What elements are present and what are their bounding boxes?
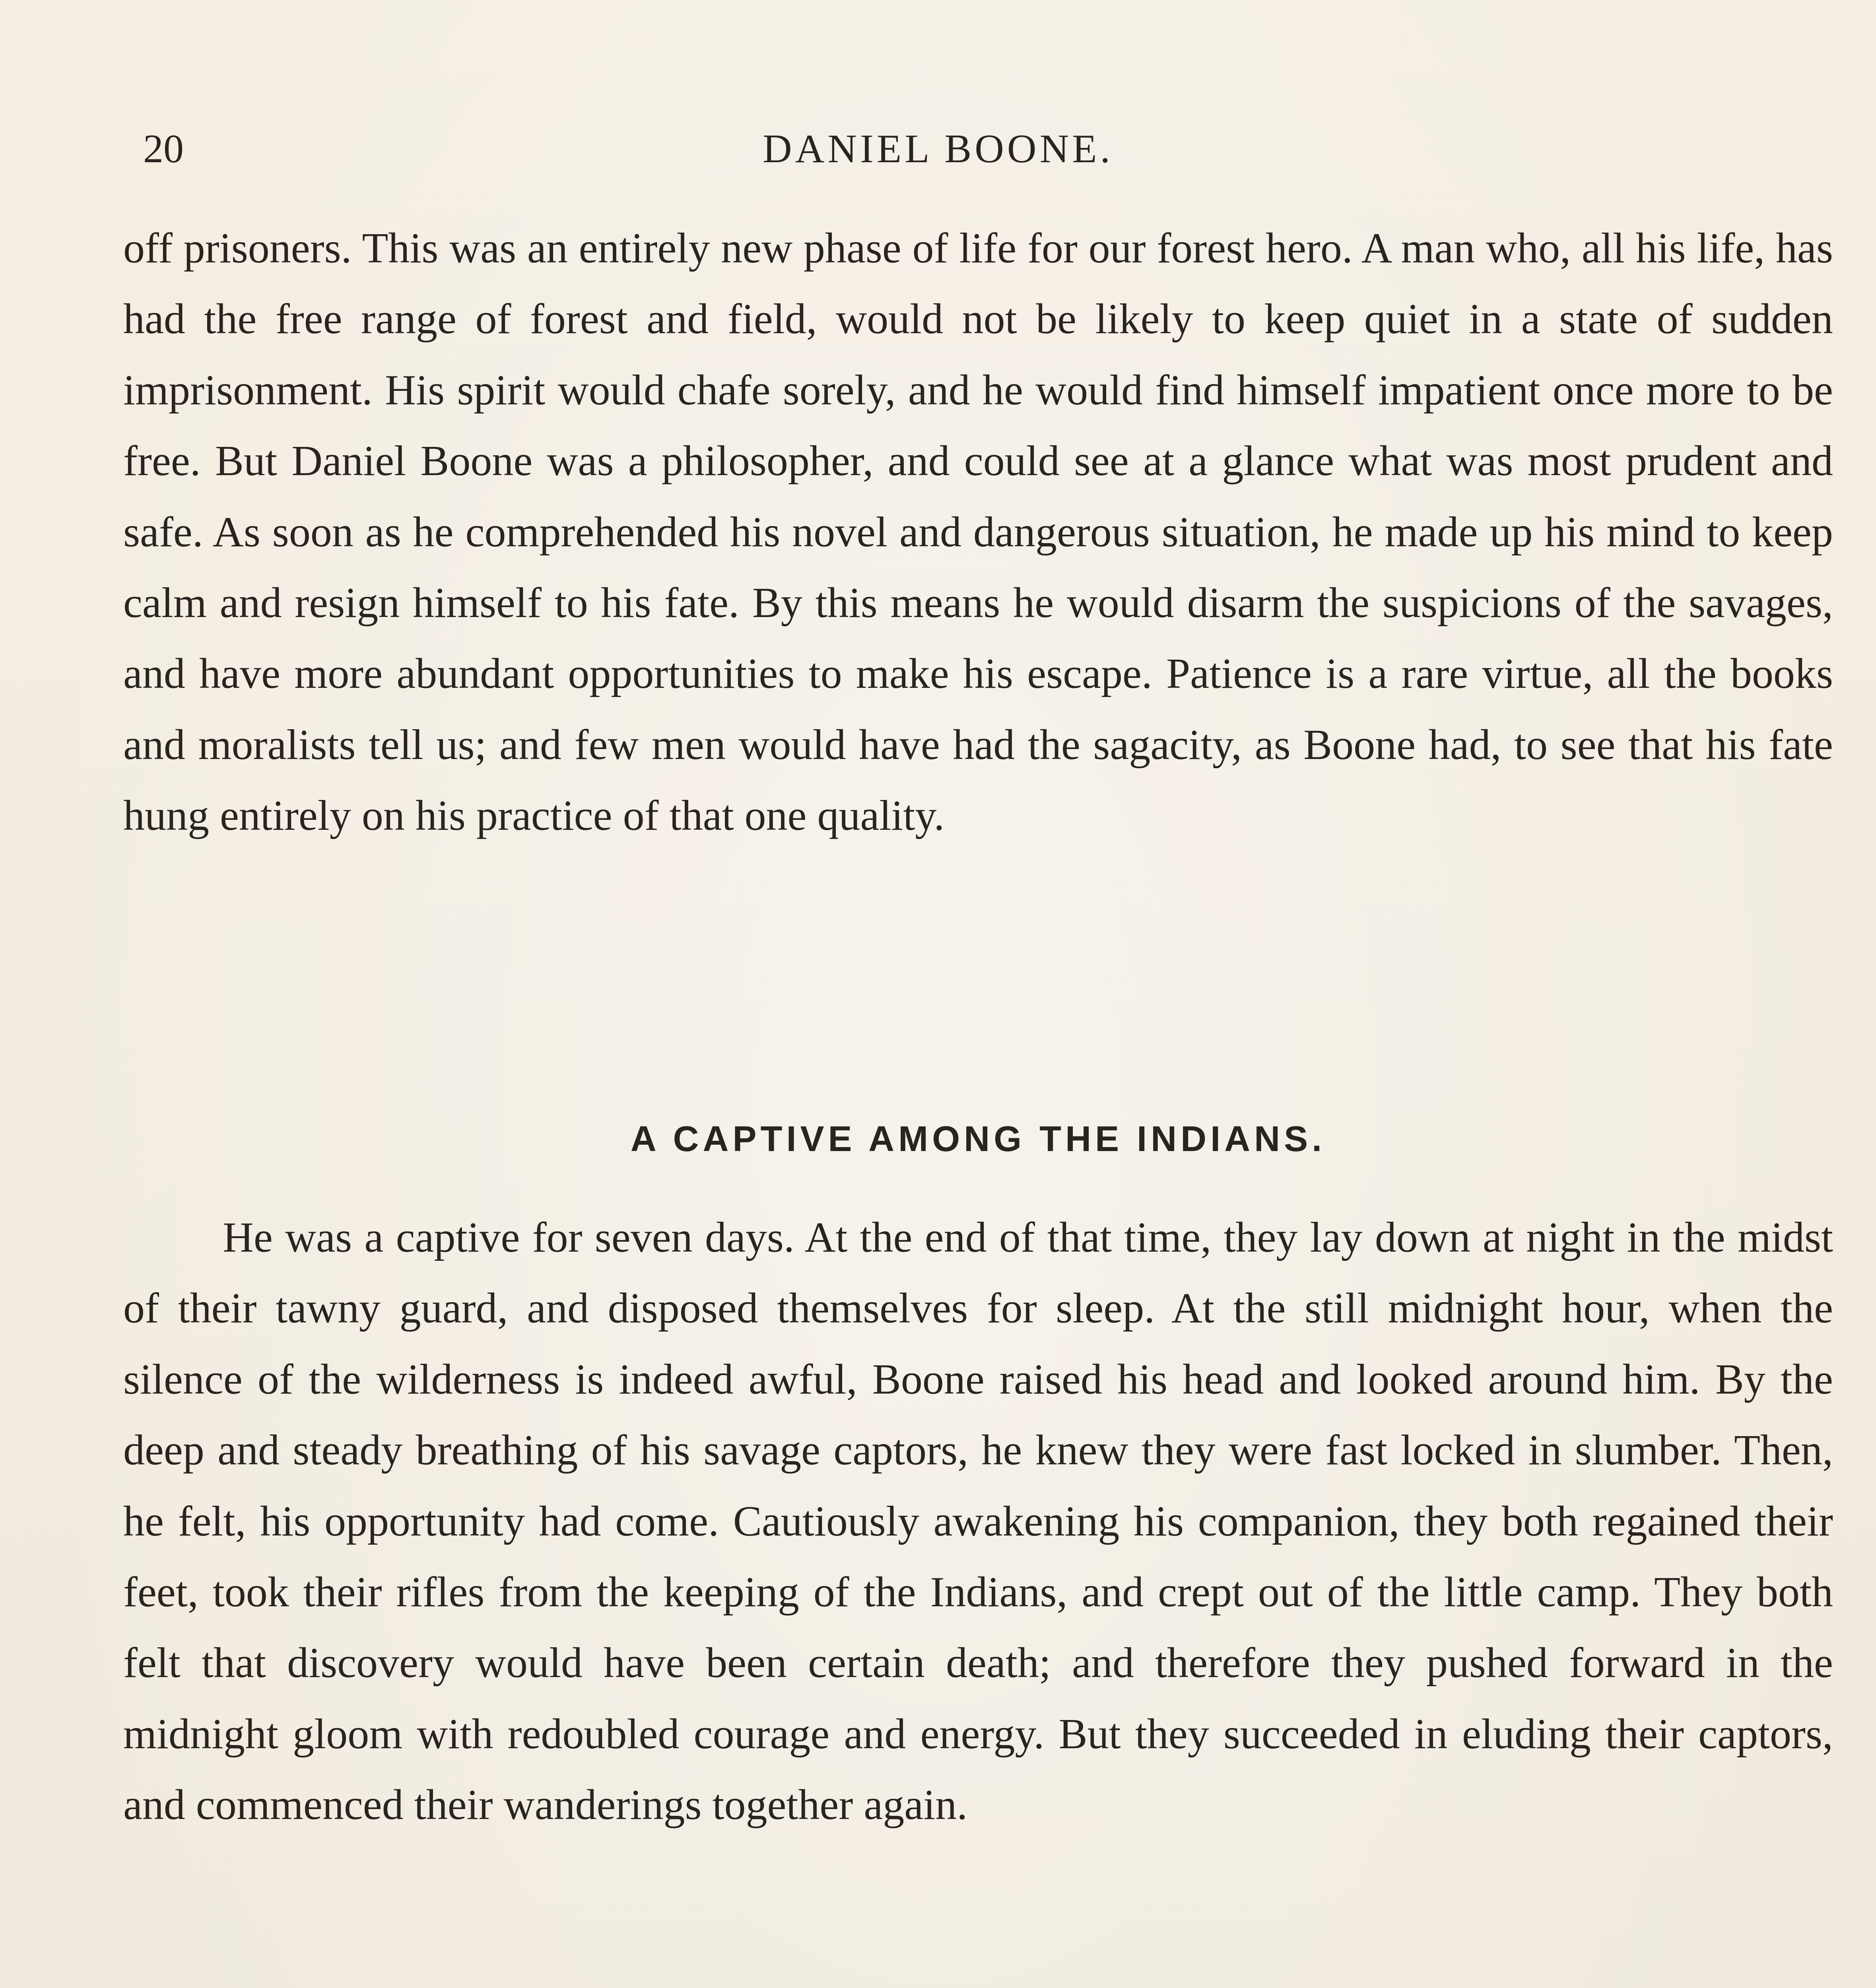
paragraph-text: He was a captive for seven days. At the end of that time, they lay down at night in the midst of their tawny guard, and disposed themselves for sleep. At the still midnight hour, when the silence of the wilderness is indeed awful, Boone raised his head and looked around him. By the deep and steady breathing of his savage captors, he knew they were fast locked in slumber. Then, he felt, his opportunity had come. Cautiously awakening his companion, they both regained their feet, took their rifles from the keeping of the Indians, and crept out of the little camp. They both felt that discovery would have been certain death; and therefore they pushed forward in the midnight gloom with redoubled courage and energy. But they succeeded in eluding their captors, and commenced their wanderings together again. [123,1214,1833,1829]
paragraph-2 [123,1202,1833,1841]
running-title: DANIEL BOONE. [762,126,1114,171]
paragraph-text: off prisoners. This was an entirely new phase of life for our forest hero. A man who, all his life, has had the free range of forest and field, would not be likely to keep quiet in a state of sudden imprisonment. His spirit would chafe sorely, and he would find himself impatient once more to be free. But Daniel Boone was a philosopher, and could see at a glance what was most prudent and safe. As soon as he comprehended his novel and dangerous situation, he made up his mind to keep calm and resign himself to his fate. By this means he would disarm the suspicions of the savages, and have more abundant opportunities to make his escape. Patience is a rare virtue, all the books and moralists tell us; and few men would have had the sagacity, as Boone had, to see that his fate hung entirely on his practice of that one quality. [123,225,1833,840]
running-head [143,119,1733,179]
section-heading: A CAPTIVE AMONG THE INDIANS. [630,1119,1326,1159]
paragraph-1 [123,213,1833,852]
page-number: 20 [143,126,184,171]
